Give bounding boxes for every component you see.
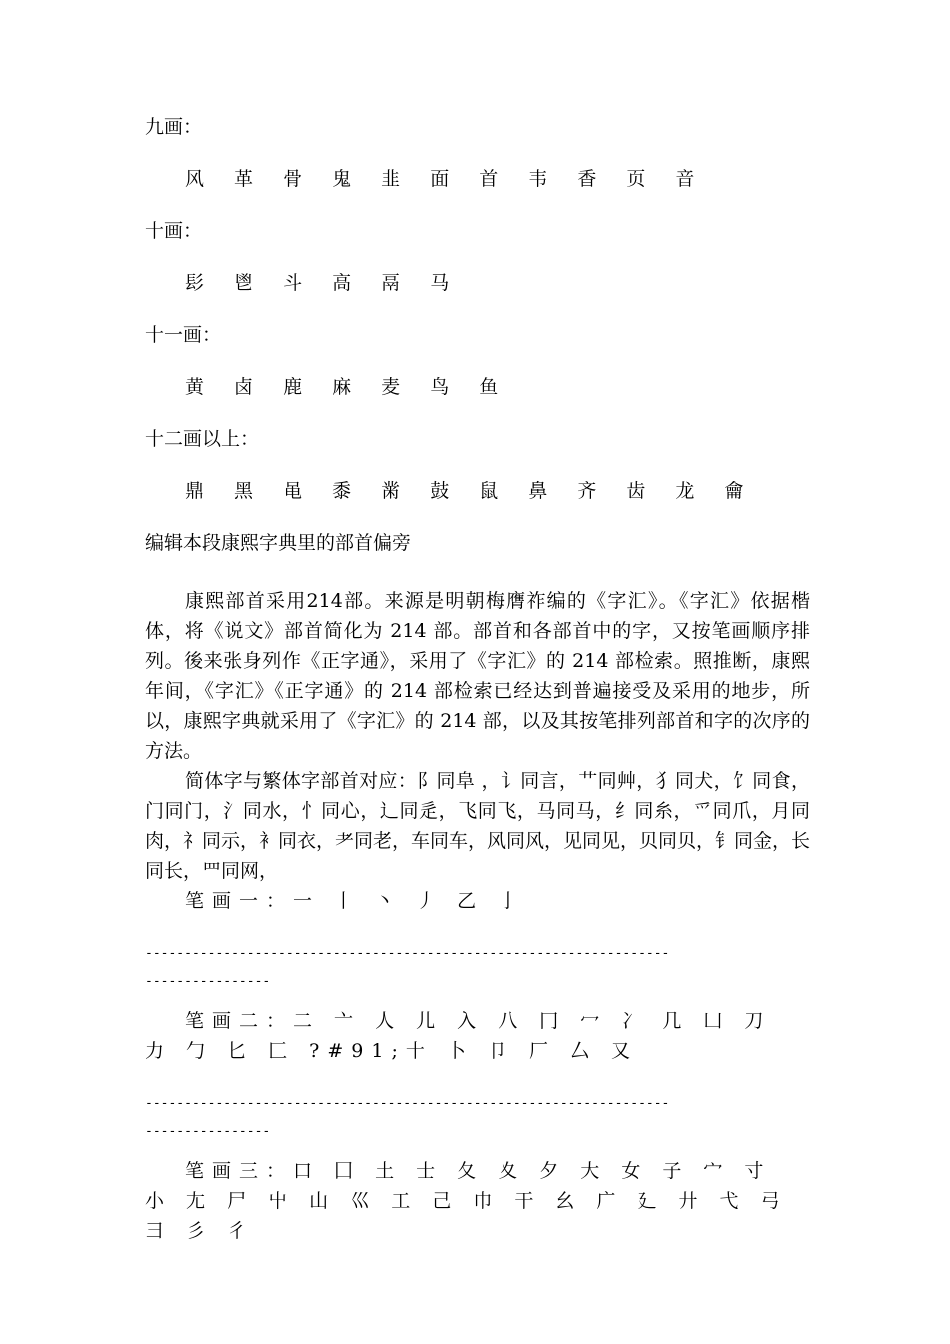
divider-line: ------------------------------------------------------------------- [145,1096,670,1111]
section-label-10: 十画： [145,220,203,242]
section-chars-11: 黄 卤 鹿 麻 麦 鸟 鱼 [185,376,511,398]
divider-line: ---------------- [145,1124,271,1139]
simplified-traditional-paragraph: 简体字与繁体字部首对应：阝同阜 ，讠同言，艹同艸，犭同犬，饣同食，门同门，氵同水，忄同心，辶同辵，飞同飞，马同马，纟同糸，爫同爪，月同肉，礻同示，衤同衣，耂同老，车同车，风同风，见同见，贝同贝，钅同金，长同长，罒同网， [145,770,811,882]
section-label-9: 九画： [145,116,203,138]
divider-line: ---------------- [145,974,271,989]
section-label-12plus: 十二画以上： [145,428,260,450]
section-chars-9: 风 革 骨 鬼 韭 面 首 韦 香 页 音 [185,168,707,190]
stroke-three-line: 笔画三：口 囗 土 士 夂 夊 夕 大 女 子 宀 寸 小 尢 尸 屮 山 巛 工 己 巾 干 幺 广 廴 廾 弋 弓 彐 彡 彳 [145,1160,788,1242]
section-chars-12plus: 鼎 黑 黾 黍 黹 鼓 鼠 鼻 齐 齿 龙 龠 [185,480,756,502]
section-label-11: 十一画： [145,324,222,346]
stroke-one-line: 笔画一：一 丨 丶 丿 乙 亅 [185,890,526,912]
document-page [145,112,810,1246]
divider-rule [145,940,810,996]
divider-line: ------------------------------------------------------------------- [145,946,670,961]
divider-rule [145,1090,810,1146]
section-chars-10: 髟 鬯 斗 高 鬲 马 [185,272,462,294]
section-heading: 编辑本段康熙字典里的部首偏旁 [145,532,412,554]
kangxi-paragraph: 康熙部首采用214部。来源是明朝梅膺祚编的《字汇》。《字汇》依据楷体，将《说文》部首简化为 214 部。部首和各部首中的字，又按笔画顺序排列。後来张身列作《正字通》，采用了《字汇》的 214 部检索。照推断，康熙年间，《字汇》《正字通》的 214 部检索已经达到普遍接受及采用的地步，所以，康熙字典就采用了《字汇》的 214 部，以及其按笔排列部首和字的次序的方法。 [145,590,810,762]
stroke-two-line: 笔画二：二 亠 人 儿 入 八 冂 冖 冫 几 凵 刀 力 勹 匕 匚 ?#91;十 卜 卩 厂 厶 又 [145,1010,772,1062]
